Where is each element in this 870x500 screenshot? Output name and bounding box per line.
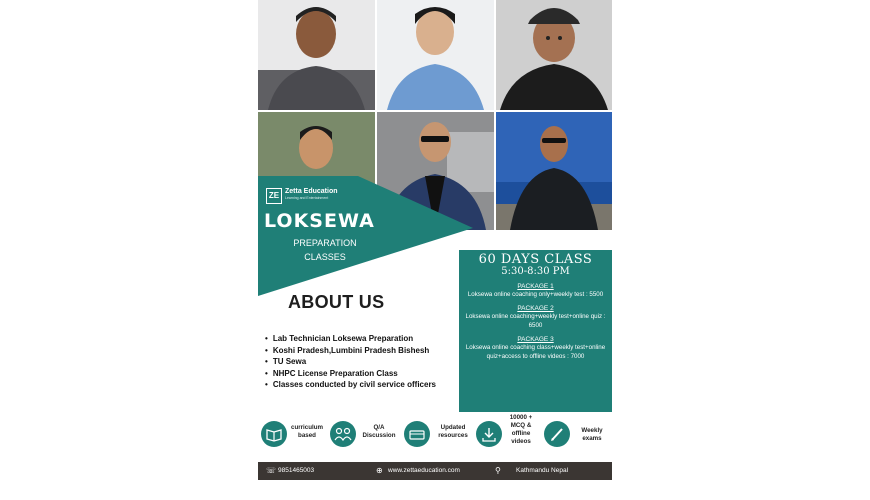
- hero-subtitle-line1: PREPARATION: [293, 238, 357, 248]
- list-item: • NHPC License Preparation Class: [265, 368, 436, 380]
- brand-tagline: Learning and Entertainment: [285, 196, 329, 200]
- list-item: • TU Sewa: [265, 356, 436, 368]
- website: www.zettaeducation.com: [388, 467, 460, 474]
- feature-label: curriculum based: [291, 424, 323, 439]
- resources-icon: [404, 421, 430, 447]
- feature-label: Updated resources: [438, 424, 468, 439]
- list-item: • Lab Technician Loksewa Preparation: [265, 333, 436, 345]
- class-time: 5:30-8:30 PM: [501, 266, 570, 277]
- book-icon: [261, 421, 287, 447]
- package-text: Loksewa online coaching only+weekly test : 5500: [467, 291, 604, 298]
- globe-icon: ⊕: [376, 466, 383, 475]
- hero-subtitle-line2: CLASSES: [304, 252, 346, 262]
- hero-subtitle: [280, 236, 370, 264]
- package-heading: PACKAGE 1: [517, 283, 554, 290]
- feature-label: Weekly exams: [581, 427, 603, 442]
- discussion-icon: [330, 421, 356, 447]
- feature-label: Q/A Discussion: [362, 424, 396, 439]
- contact-footer: [258, 462, 612, 480]
- location-pin-icon: ⚲: [495, 466, 501, 475]
- download-icon: [476, 421, 502, 447]
- loksewa-poster: [258, 0, 612, 480]
- class-duration: 60 DAYS CLASS: [478, 252, 593, 267]
- instructor-photo-1: [258, 0, 375, 110]
- package-heading: PACKAGE 3: [517, 336, 554, 343]
- package-text: Loksewa online coaching class+weekly test+online quiz+access to offline videos : 7000: [465, 344, 606, 360]
- phone-icon: ☏: [266, 466, 277, 475]
- brand-name: Zetta Education: [285, 188, 338, 195]
- class-info-box: [459, 250, 612, 412]
- about-heading: ABOUT US: [288, 292, 385, 312]
- list-item: • Koshi Pradesh,Lumbini Pradesh Bishesh: [265, 345, 436, 357]
- instructor-photo-2: [377, 0, 494, 110]
- hero-title: LOKSEWA: [264, 210, 375, 232]
- phone-number: 9851465003: [278, 467, 315, 474]
- package-text: Loksewa online coaching+weekly test+online quiz : 6500: [465, 313, 606, 329]
- location: Kathmandu Nepal: [516, 467, 569, 474]
- package-heading: PACKAGE 2: [517, 305, 554, 312]
- brand-logo: ZE: [266, 188, 282, 204]
- features-row: [258, 414, 612, 452]
- list-item: • Classes conducted by civil service officers: [265, 379, 436, 391]
- instructor-photo-6: [496, 112, 612, 230]
- pencil-icon: [544, 421, 570, 447]
- about-list: [265, 333, 436, 391]
- feature-label: 10000 + MCQ & offline videos: [509, 414, 533, 445]
- instructor-photo-3: [496, 0, 612, 110]
- brand: [266, 188, 386, 204]
